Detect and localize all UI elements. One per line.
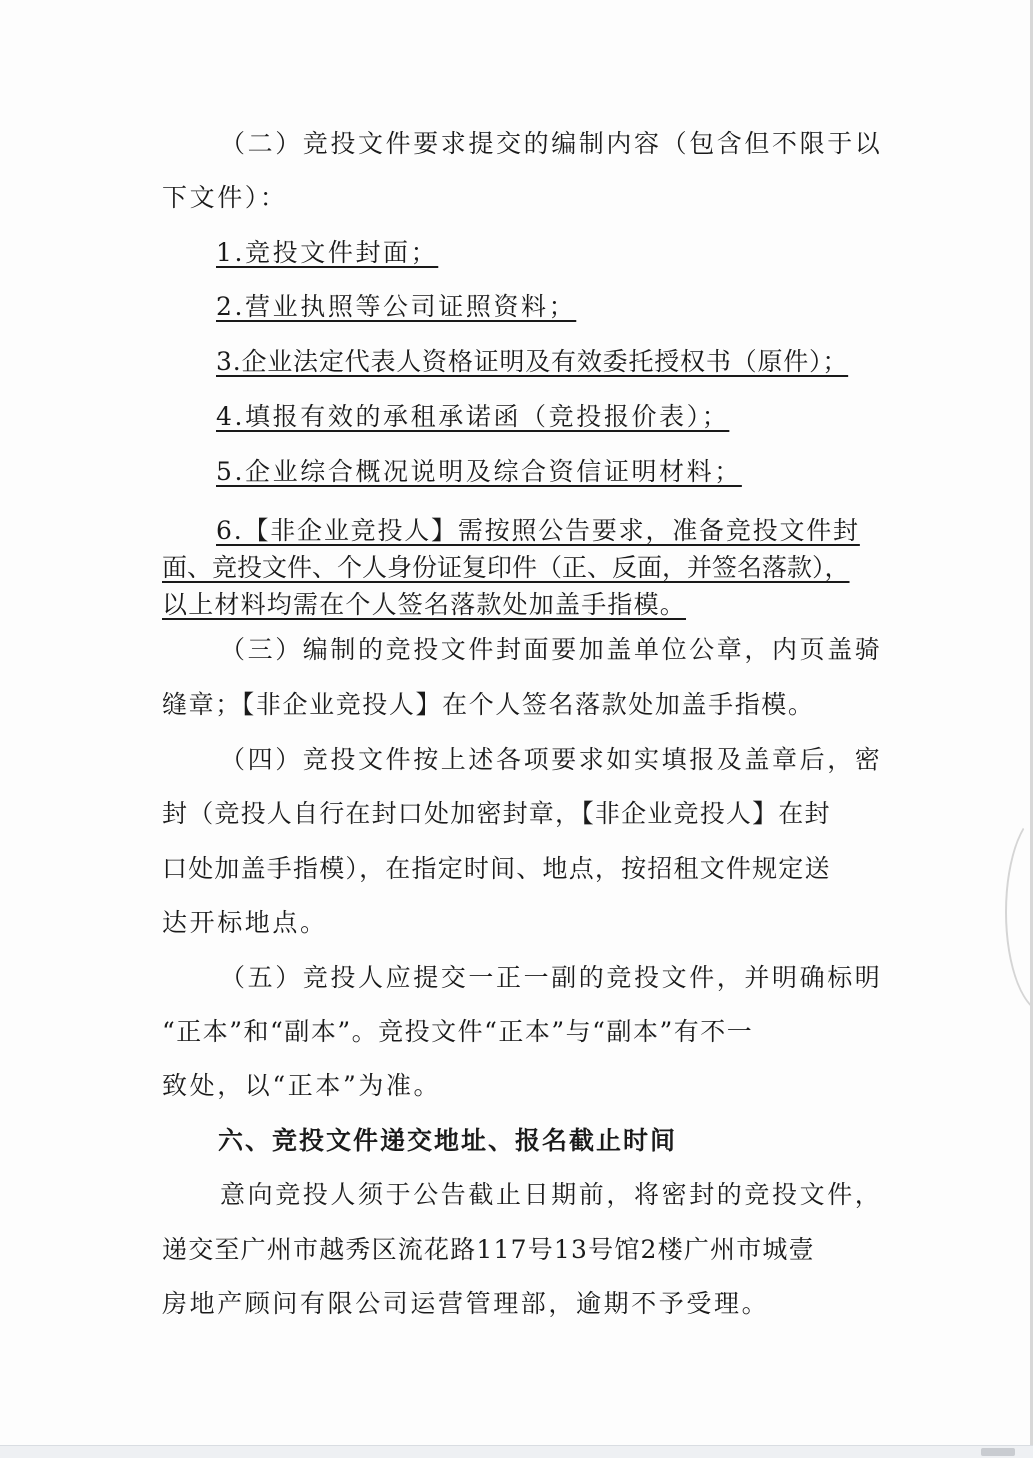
paragraph-4-line-2: 封（竞投人自行在封口处加密封章，【非企业竞投人】在封 bbox=[162, 799, 831, 828]
list-item-4: 4.填报有效的承租承诺函（竞投报价表）； bbox=[216, 402, 730, 431]
section-6-heading: 六、竞投文件递交地址、报名截止时间 bbox=[218, 1126, 678, 1155]
seal-arc bbox=[1005, 810, 1033, 1014]
paragraph-4-line-4: 达开标地点。 bbox=[162, 908, 328, 937]
list-item-5: 5.企业综合概况说明及综合资信证明材料； bbox=[216, 457, 742, 486]
paragraph-5-line-2: “正本”和“副本”。竞投文件“正本”与“副本”有不一 bbox=[162, 1017, 754, 1046]
paragraph-6-line-2: 递交至广州市越秀区流花路117号13号馆2楼广州市城壹 bbox=[162, 1235, 815, 1264]
list-item-6-line-2: 面、竞投文件、个人身份证复印件（正、反面，并签名落款）， bbox=[162, 553, 850, 582]
paragraph-5-line-3: 致处，以“正本”为准。 bbox=[162, 1071, 442, 1100]
list-item-6-line-3: 以上材料均需在个人签名落款处加盖手指模。 bbox=[162, 590, 687, 619]
paragraph-2-line-2: 下文件）： bbox=[162, 183, 288, 212]
paragraph-4-line-3: 口处加盖手指模），在指定时间、地点，按招租文件规定送 bbox=[162, 854, 831, 883]
paragraph-5-line-1: （五）竞投人应提交一正一副的竞投文件，并明确标明 bbox=[220, 963, 883, 992]
list-item-3: 3.企业法定代表人资格证明及有效委托授权书（原件）； bbox=[216, 347, 849, 376]
paragraph-4-line-1: （四）竞投文件按上述各项要求如实填报及盖章后，密 bbox=[220, 745, 883, 774]
paragraph-3-line-2: 缝章；【非企业竞投人】在个人签名落款处加盖手指模。 bbox=[162, 690, 815, 719]
paragraph-6-line-1: 意向竞投人须于公告截止日期前，将密封的竞投文件， bbox=[220, 1180, 883, 1209]
scrollbar-thumb[interactable] bbox=[981, 1448, 1015, 1456]
list-item-1: 1.竞投文件封面； bbox=[216, 238, 439, 267]
list-item-6-line-1: 6.【非企业竞投人】需按照公告要求，准备竞投文件封 bbox=[216, 516, 860, 545]
partial-seal-stamp bbox=[985, 810, 1033, 1040]
paragraph-2-line-1: （二）竞投文件要求提交的编制内容（包含但不限于以 bbox=[220, 129, 883, 158]
paragraph-3-line-1: （三）编制的竞投文件封面要加盖单位公章，内页盖骑 bbox=[220, 635, 883, 664]
list-item-2: 2.营业执照等公司证照资料； bbox=[216, 292, 577, 321]
viewer-bottom-scrollbar[interactable] bbox=[0, 1445, 1033, 1458]
paragraph-6-line-3: 房地产顾问有限公司运营管理部，逾期不予受理。 bbox=[162, 1289, 770, 1318]
